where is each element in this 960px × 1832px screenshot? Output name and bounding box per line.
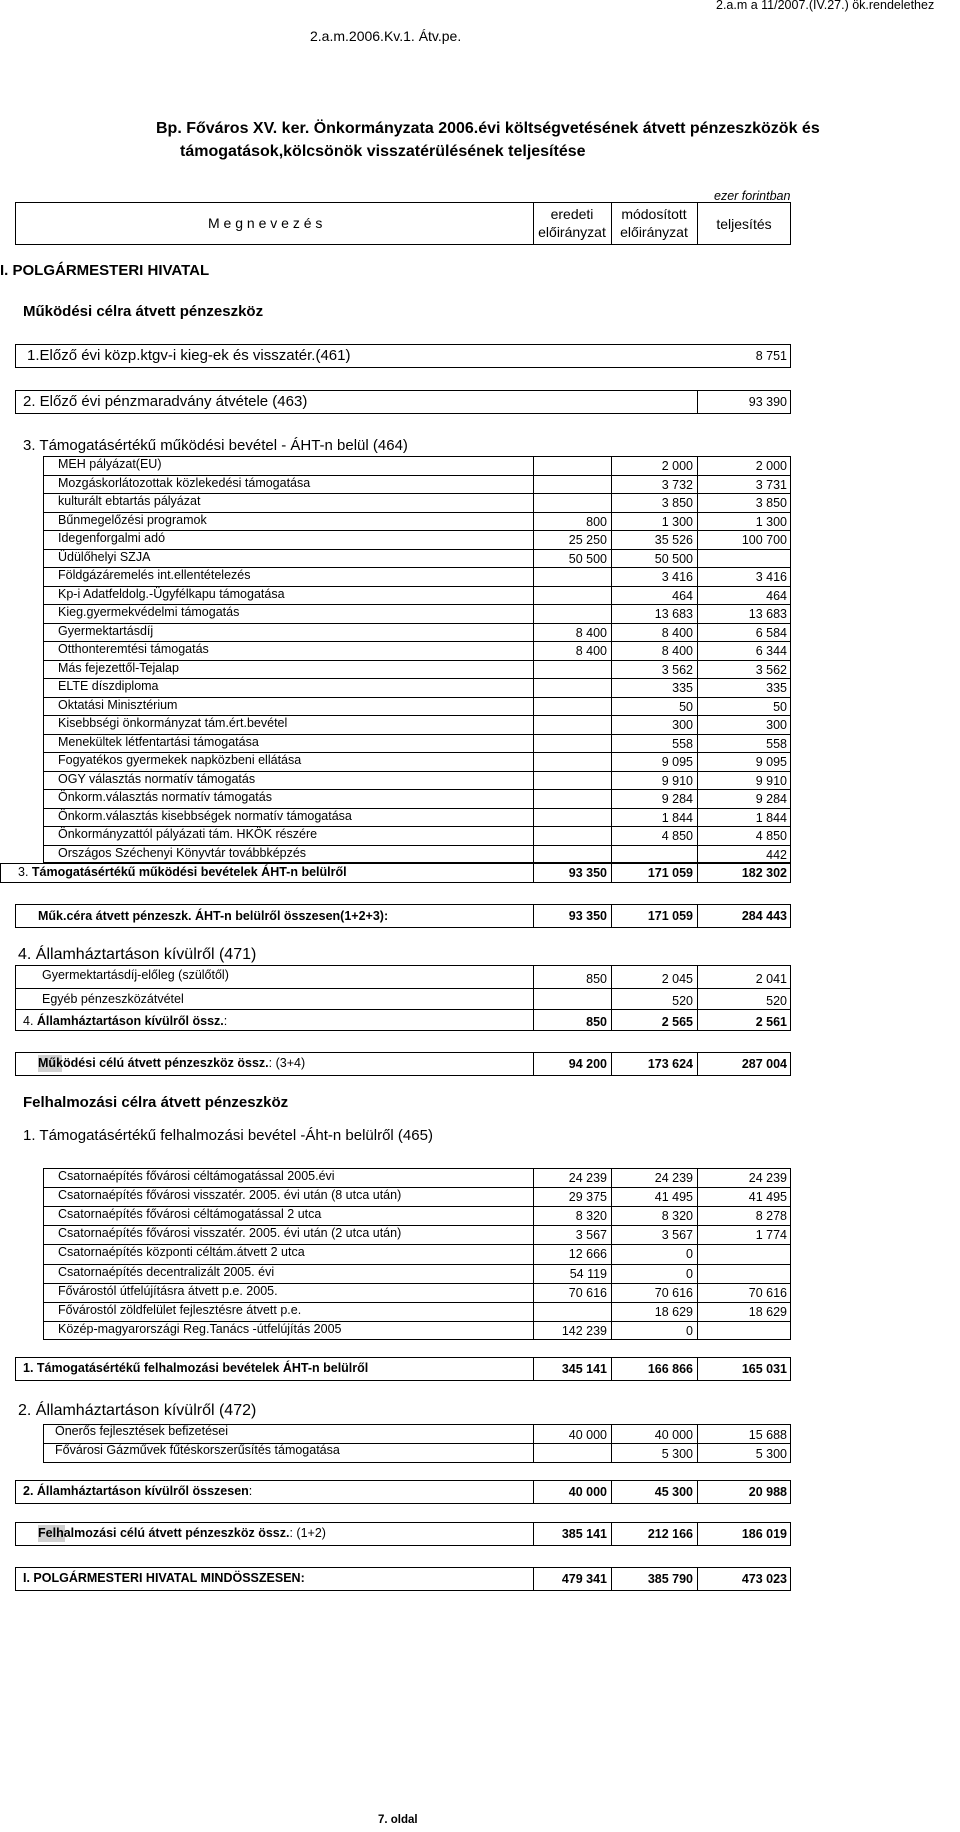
row-ered: 29 375 [568, 1190, 607, 1205]
row-label: Fővárostól útfelújításra átvett p.e. 2005. [58, 1283, 278, 1298]
sub4-row-1-ered: 850 [586, 972, 607, 986]
row-label: kulturált ebtartás pályázat [58, 494, 201, 508]
grand-total-ered: 479 341 [561, 1572, 607, 1586]
row-mod: 3 562 [661, 662, 693, 677]
row-label: Bűnmegelőzési programok [58, 512, 207, 527]
row-label: Kp-i Adatfeldolg.-Ügyfélkapu támogatása [58, 586, 285, 601]
row-telj: 3 731 [755, 477, 787, 492]
row-telj: 24 239 [748, 1171, 787, 1185]
row-telj: 8 278 [755, 1209, 787, 1224]
sub4-total-mod: 2 565 [661, 1015, 693, 1029]
sub4-row-1-label: Gyermektartásdíj-előleg (szülőtől) [42, 968, 229, 982]
row-label: Üdülőhelyi SZJA [58, 549, 151, 564]
section-title: I. POLGÁRMESTERI HIVATAL [0, 262, 210, 279]
felh-sub2-row-1-label: Önerős fejlesztések befizetései [55, 1424, 229, 1438]
row-mod: 1 844 [661, 810, 693, 825]
felh-sub2-total-mod: 45 300 [654, 1485, 693, 1499]
row-telj: 2 000 [755, 459, 787, 473]
row-mod: 8 400 [661, 644, 693, 658]
row-mod: 50 [679, 699, 693, 714]
row-telj: 9 910 [755, 773, 787, 788]
row-mod: 3 567 [661, 1228, 693, 1243]
felh-sub1-heading: 1. Támogatásértékű felhalmozási bevétel -Áht-n belülről (465) [23, 1127, 433, 1144]
row-label: Gyermektartásdíj [58, 623, 154, 638]
grand-total-telj: 473 023 [741, 1572, 787, 1586]
corner-reference: 2.a.m a 11/2007.(IV.27.) ök.rendelethez [716, 0, 935, 12]
header-teljesites: teljesítés [716, 216, 772, 232]
row-label: Csatornaépítés fővárosi céltámogatással 2005.évi [58, 1169, 335, 1183]
felh-sub2-row-2-telj: 5 300 [755, 1447, 787, 1461]
felh-sub1-total-ered: 345 141 [561, 1362, 607, 1376]
row-telj: 1 844 [755, 810, 787, 825]
felh-sub1-total-telj: 165 031 [741, 1362, 787, 1376]
row-telj: 13 683 [748, 607, 787, 621]
felh-total-label-a: Fel [38, 1526, 57, 1540]
row-ered: 3 567 [575, 1228, 607, 1243]
unit-label: ezer forintban [714, 189, 791, 203]
mukodesi-total-telj: 287 004 [741, 1057, 787, 1071]
grand-total-mod: 385 790 [647, 1572, 693, 1586]
row-ered: 54 119 [569, 1266, 607, 1281]
sub3-total-label: Támogatásértékű működési bevételek ÁHT-n belülről [31, 865, 347, 879]
row-label: Otthonteremtési támogatás [58, 642, 209, 656]
row-mod: 9 910 [661, 773, 693, 788]
felh-sub2-row-2-label: Fővárosi Gázművek fűtéskorszerűsítés támogatása [55, 1443, 340, 1457]
row-ered: 70 616 [568, 1285, 607, 1300]
header-name: M e g n e v e z é s [208, 215, 323, 231]
row-telj: 4 850 [755, 829, 787, 843]
felh-sub2-row-1-mod: 40 000 [654, 1428, 693, 1442]
row-label: Menekültek létfentartási támogatása [58, 734, 259, 749]
felh-total-label-b: halmozási célú átvett pénzeszköz össz. [56, 1526, 290, 1540]
page-number: 7. oldal [378, 1814, 418, 1826]
row-label: Fővárostól zöldfelület fejlesztésre átvett p.e. [58, 1302, 302, 1317]
row-mod: 13 683 [654, 607, 693, 621]
row-463-label: 2. Előző évi pénzmaradvány átvétele (463) [23, 393, 308, 410]
sub4-row-2-mod: 520 [672, 994, 693, 1008]
inner-total-telj: 284 443 [741, 909, 787, 923]
row-telj: 50 [773, 699, 787, 714]
row-ered: 8 320 [575, 1209, 607, 1224]
row-label: Oktatási Minisztérium [58, 697, 178, 712]
sub3-total-ered: 93 350 [568, 866, 607, 880]
row-mod: 70 616 [654, 1285, 693, 1300]
sub4-row-2-telj: 520 [766, 994, 787, 1008]
row-mod: 41 495 [654, 1190, 693, 1205]
row-telj: 18 629 [748, 1304, 787, 1319]
mukodesi-total-mod: 173 624 [647, 1057, 693, 1071]
row-ered: 12 666 [568, 1247, 607, 1262]
sub4-heading: 4. Államháztartáson kívülről (471) [18, 946, 257, 963]
row-ered: 800 [586, 514, 607, 529]
row-mod: 24 239 [654, 1171, 693, 1185]
row-mod: 35 526 [654, 533, 693, 547]
row-telj: 335 [766, 681, 787, 695]
page-title-line2: támogatások,kölcsönök visszatérülésének teljesítése [180, 143, 586, 160]
row-mod: 3 732 [661, 477, 693, 492]
sub4-total-prefix: 4. [23, 1014, 37, 1028]
felhalmozasi-heading: Felhalmozási célra átvett pénzeszköz [23, 1094, 289, 1111]
row-ered: 24 239 [568, 1171, 607, 1185]
row-label: Önkorm.választás normatív támogatás [58, 790, 272, 804]
row-telj: 3 562 [755, 662, 787, 677]
row-mod: 558 [672, 736, 693, 751]
row-mod: 0 [686, 1323, 693, 1338]
sub4-total-suffix: : [223, 1014, 228, 1028]
row-telj: 6 584 [755, 625, 787, 640]
felh-sub2-total-label: 2. Államháztartáson kívülről összesen [23, 1484, 249, 1498]
row-label: Országos Széchenyi Könyvtár továbbképzés [58, 845, 307, 860]
mukodesi-total-label-b: ködési célú átvett pénzeszköz össz. [56, 1056, 269, 1070]
sub3-heading: 3. Támogatásértékű működési bevétel - ÁHT-n belül (464) [23, 437, 408, 454]
row-mod: 2 000 [661, 459, 693, 473]
felh-total-telj: 186 019 [741, 1527, 787, 1541]
row-label: Csatornaépítés fővárosi visszatér. 2005. évi után (2 utca után) [58, 1226, 402, 1241]
row-461-telj: 8 751 [755, 349, 787, 363]
row-463-telj: 93 390 [748, 395, 787, 409]
row-ered: 50 500 [568, 551, 607, 566]
row-mod: 50 500 [654, 551, 693, 566]
row-label: Csatornaépítés központi céltám.átvett 2 utca [58, 1245, 305, 1260]
row-label: Csatornaépítés fővárosi céltámogatással 2 utca [58, 1207, 322, 1222]
felh-total-label-c: : (1+2) [289, 1526, 326, 1540]
row-telj: 558 [766, 736, 787, 751]
row-label: Önkormányzattól pályázati tám. HKÖK részére [58, 827, 318, 841]
felh-total-ered: 385 141 [561, 1527, 607, 1541]
row-mod: 9 284 [661, 792, 693, 806]
row-label: Kieg.gyermekvédelmi támogatás [58, 605, 240, 619]
row-telj: 41 495 [748, 1190, 787, 1205]
row-telj: 464 [766, 588, 787, 603]
felh-sub2-row-2-mod: 5 300 [661, 1447, 693, 1461]
row-461-label: 1.Előző évi közp.ktgv-i kieg-ek és visszatér.(461) [27, 347, 351, 364]
row-mod: 464 [672, 588, 693, 603]
sub3-total-mod: 171 059 [647, 866, 693, 880]
row-telj: 1 774 [755, 1228, 787, 1243]
row-label: Idegenforgalmi adó [58, 531, 166, 545]
mukodesi-total-label-c: : (3+4) [268, 1056, 306, 1070]
row-mod: 0 [686, 1247, 693, 1262]
row-label: Kisebbségi önkormányzat tám.ért.bevétel [58, 716, 288, 730]
page-title-line1: Bp. Főváros XV. ker. Önkormányzata 2006.évi költségvetésének átvett pénzeszközök és [156, 120, 820, 137]
row-mod: 335 [672, 681, 693, 695]
header-eredeti-2: előirányzat [538, 224, 606, 240]
header-modositott: módosított [621, 206, 687, 222]
inner-total-mod: 171 059 [647, 909, 693, 923]
mukodesi-total-ered: 94 200 [568, 1057, 607, 1071]
felh-sub2-total-telj: 20 988 [748, 1485, 787, 1499]
inner-total-label: Műk.céra átvett pénzeszk. ÁHT-n belülről összesen(1+2+3): [38, 909, 389, 923]
sub4-row-1-mod: 2 045 [661, 972, 693, 986]
row-label: Földgázáremelés int.ellentételezés [58, 568, 251, 582]
row-mod: 1 300 [661, 514, 693, 529]
felh-sub2-total-ered: 40 000 [568, 1485, 607, 1499]
document-reference: 2.a.m.2006.Kv.1. Átv.pe. [310, 28, 462, 44]
row-label: ELTE díszdiploma [58, 679, 159, 693]
row-telj: 442 [766, 847, 787, 862]
mukodesi-total-label-a: Mű [38, 1056, 57, 1070]
row-mod: 18 629 [654, 1304, 693, 1319]
mukodesi-heading: Működési célra átvett pénzeszköz [23, 303, 264, 320]
felh-sub2-heading: 2. Államháztartáson kívülről (472) [18, 1402, 257, 1419]
row-telj: 3 850 [755, 496, 787, 510]
header-modositott-2: előirányzat [620, 224, 688, 240]
row-telj: 9 095 [755, 755, 787, 769]
row-telj: 1 300 [755, 514, 787, 529]
row-mod: 300 [672, 718, 693, 732]
row-ered: 142 239 [561, 1323, 607, 1338]
row-ered: 8 400 [575, 644, 607, 658]
felh-sub2-total-suffix: : [248, 1484, 253, 1498]
row-telj: 100 700 [741, 533, 787, 547]
row-telj: 70 616 [748, 1285, 787, 1300]
sub4-total-telj: 2 561 [755, 1015, 787, 1029]
sub4-total-ered: 850 [586, 1015, 607, 1029]
felh-total-mod: 212 166 [647, 1527, 693, 1541]
felh-sub2-row-1-ered: 40 000 [568, 1428, 607, 1442]
row-mod: 3 850 [661, 496, 693, 510]
row-mod: 0 [686, 1266, 693, 1281]
row-label: Önkorm.választás kisebbségek normatív támogatása [58, 808, 352, 823]
felh-sub2-row-1-telj: 15 688 [748, 1428, 787, 1442]
row-ered: 25 250 [568, 533, 607, 547]
header-eredeti: eredeti [550, 206, 594, 222]
row-mod: 8 400 [661, 625, 693, 640]
row-mod: 8 320 [661, 1209, 693, 1224]
row-label: Fogyatékos gyermekek napközbeni ellátása [58, 753, 302, 767]
row-label: MEH pályázat(EU) [58, 457, 162, 471]
row-telj: 300 [766, 718, 787, 732]
row-telj: 9 284 [755, 792, 787, 806]
felh-sub1-total-mod: 166 866 [647, 1362, 693, 1376]
inner-total-ered: 93 350 [568, 909, 607, 923]
row-label: Közép-magyarországi Reg.Tanács -útfelújítás 2005 [58, 1321, 342, 1336]
row-mod: 9 095 [661, 755, 693, 769]
row-ered: 8 400 [575, 625, 607, 640]
row-mod: 4 850 [661, 829, 693, 843]
row-label: OGY választás normatív támogatás [58, 771, 256, 786]
row-label: Más fejezettől-Tejalap [58, 660, 179, 675]
row-telj: 3 416 [755, 570, 787, 584]
row-label: Csatornaépítés fővárosi visszatér. 2005. évi után (8 utca után) [58, 1188, 402, 1203]
row-telj: 6 344 [755, 644, 787, 658]
felh-sub1-total-label: 1. Támogatásértékű felhalmozási bevételek ÁHT-n belülről [23, 1361, 369, 1375]
grand-total-label: I. POLGÁRMESTERI HIVATAL MINDÖSSZESEN: [23, 1571, 305, 1585]
row-mod: 3 416 [661, 570, 693, 584]
sub3-total-prefix: 3. [18, 865, 32, 879]
sub4-row-2-label: Egyéb pénzeszközátvétel [42, 992, 184, 1006]
row-label: Mozgáskorlátozottak közlekedési támogatása [58, 475, 311, 490]
row-label: Csatornaépítés decentralizált 2005. évi [58, 1264, 275, 1279]
sub4-total-label: Államháztartáson kívülről össz. [36, 1014, 224, 1028]
sub3-total-telj: 182 302 [741, 866, 787, 880]
sub4-row-1-telj: 2 041 [755, 972, 787, 986]
